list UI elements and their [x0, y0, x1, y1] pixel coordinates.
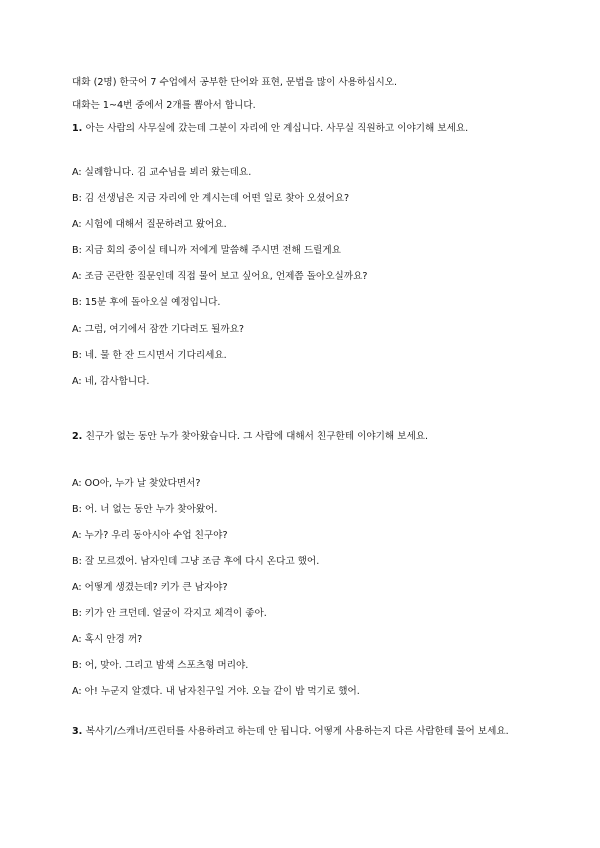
section-3-number: 3.	[72, 726, 83, 737]
intro-line-2: 대화는 1~4번 중에서 2개를 뽑아서 합니다.	[72, 100, 256, 111]
section-3-prompt	[72, 725, 532, 739]
section-2-number: 2.	[72, 431, 83, 442]
dialogue-line: B: 15분 후에 돌아오실 예정입니다.	[72, 297, 221, 308]
section-1-prompt	[72, 122, 532, 136]
dialogue-line: B: 김 선생님은 지금 자리에 안 계시는데 어떤 일로 찾아 오셨어요?	[72, 193, 350, 204]
section-2-prompt-text: 친구가 없는 동안 누가 찾아왔습니다. 그 사람에 대해서 친구한테 이야기해 보세요.	[85, 431, 429, 442]
dialogue-line: B: 키가 안 크던데. 얼굴이 각지고 체격이 좋아.	[72, 608, 267, 619]
dialogue-line: A: 실례합니다. 김 교수님을 뵈러 왔는데요.	[72, 167, 252, 178]
section-1-number: 1.	[72, 123, 83, 134]
dialogue-line: B: 네. 물 한 잔 드시면서 기다리세요.	[72, 350, 227, 361]
dialogue-line: A: OO아, 누가 날 찾았다면서?	[72, 478, 201, 489]
dialogue-line: A: 네, 감사합니다.	[72, 376, 150, 387]
dialogue-line: B: 지금 회의 중이실 테니까 저에게 말씀해 주시면 전해 드릴게요	[72, 245, 341, 256]
section-1-prompt-text: 아는 사람의 사무실에 갔는데 그분이 자리에 안 계십니다. 사무실 직원하고 이야기해 보세요.	[85, 123, 469, 134]
dialogue-line: A: 어떻게 생겼는데? 키가 큰 남자야?	[72, 582, 228, 593]
dialogue-line: A: 혹시 안경 꺼?	[72, 634, 143, 645]
dialogue-line: B: 어, 맞아. 그리고 밤색 스포츠형 머리야.	[72, 660, 249, 671]
dialogue-line: A: 아! 누군지 알겠다. 내 남자친구일 거야. 오늘 같이 밥 먹기로 했어.	[72, 686, 360, 697]
dialogue-line: A: 조금 곤란한 질문인데 직접 물어 보고 싶어요, 언제쯤 돌아오실까요?	[72, 271, 368, 282]
section-2-prompt	[72, 430, 532, 444]
dialogue-line: A: 시험에 대해서 질문하려고 왔어요.	[72, 219, 227, 230]
dialogue-line: B: 어. 너 없는 동안 누가 찾아왔어.	[72, 504, 218, 515]
dialogue-line: A: 그럼, 여기에서 잠깐 기다려도 될까요?	[72, 324, 245, 335]
intro-line-1: 대화 (2명) 한국어 7 수업에서 공부한 단어와 표현, 문법을 많이 사용하십시오.	[72, 77, 398, 88]
dialogue-line: A: 누가? 우리 동아시아 수업 친구야?	[72, 530, 228, 541]
dialogue-line: B: 잘 모르겠어. 남자인데 그냥 조금 후에 다시 온다고 했어.	[72, 556, 320, 567]
section-3-prompt-text: 복사기/스캐너/프린터를 사용하려고 하는데 안 됩니다. 어떻게 사용하는지 다른 사람한테 물어 보세요.	[85, 726, 509, 737]
